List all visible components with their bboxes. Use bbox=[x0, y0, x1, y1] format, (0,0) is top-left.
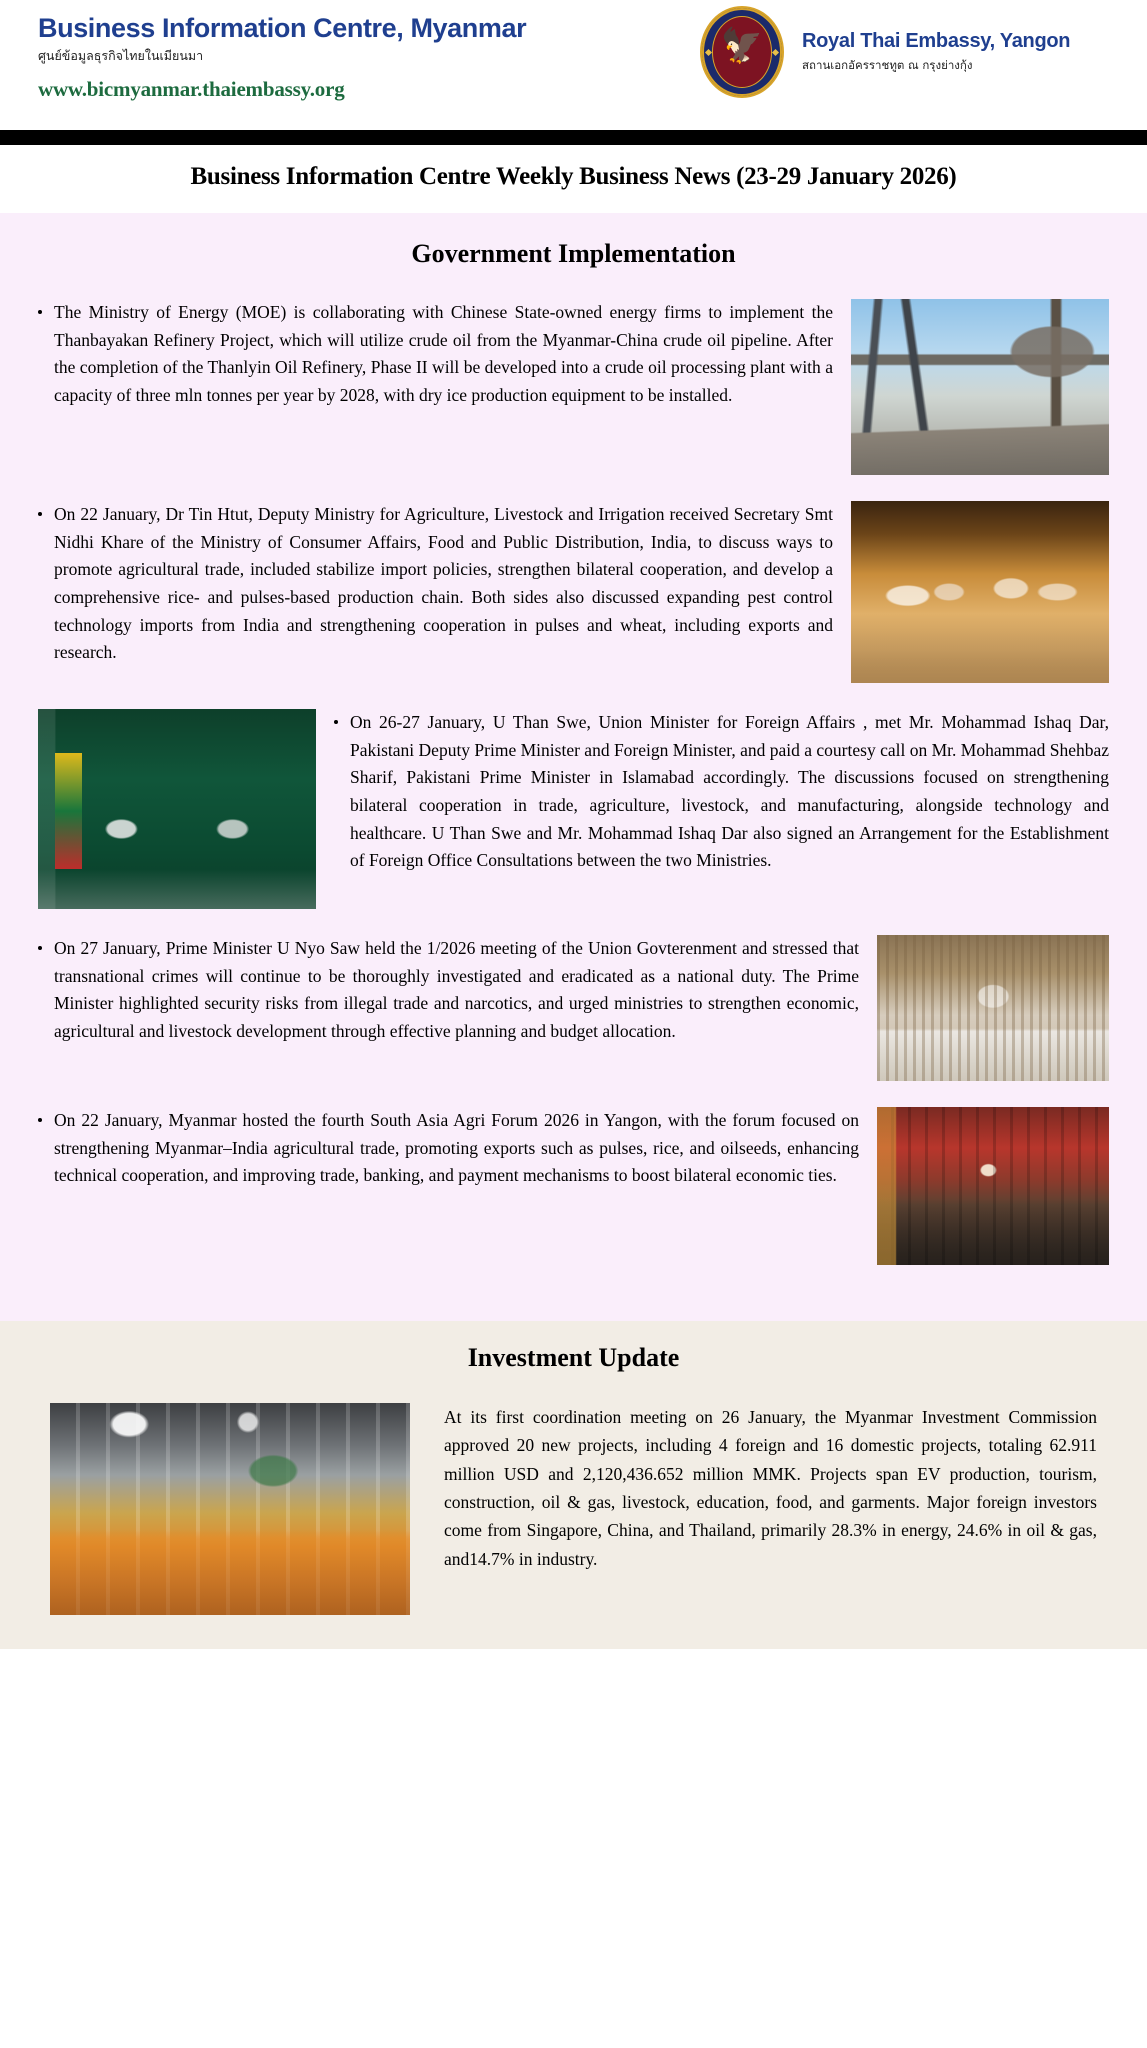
news-bullet-wrap bbox=[334, 709, 1109, 875]
investment-item bbox=[0, 1403, 1147, 1615]
header-divider-bar bbox=[0, 130, 1147, 145]
news-item bbox=[0, 709, 1147, 909]
embassy-branding-block bbox=[700, 6, 1070, 98]
news-bullet-wrap bbox=[38, 299, 833, 410]
south-asia-agri-forum-photo bbox=[877, 1107, 1109, 1265]
investment-item-text: At its first coordination meeting on 26 January, the Myanmar Investment Commission approved 20 new projects, including 4 foreign and 16 domestic projects, totaling 62.911 million USD and 2,120,436.652 million MMK. Projects span EV production, tourism, construction, oil & gas, livestock, education, food, and garments. Major foreign investors come from Singapore, China, and Thailand, primarily 28.3% in energy, 24.6% in oil & gas, and14.7% in industry. bbox=[444, 1407, 1097, 1569]
union-government-meeting-photo bbox=[877, 935, 1109, 1081]
news-item-text: On 22 January, Myanmar hosted the fourth South Asia Agri Forum 2026 in Yangon, with the forum focused on strengthening Myanmar–India agricultural trade, promoting exports such as pulses, rice, and oilseeds, enhancing technical cooperation, and improving trade, banking, and payment mechanisms to boost bilateral economic ties. bbox=[54, 1110, 859, 1186]
news-bullet-wrap bbox=[38, 501, 833, 667]
oil-refinery-plant-photo bbox=[851, 299, 1109, 475]
bullet-dot-icon bbox=[38, 512, 44, 667]
bullet-dot-icon bbox=[38, 310, 44, 410]
news-item-text: The Ministry of Energy (MOE) is collaborating with Chinese State-owned energy firms to implement the Thanbayakan Refinery Project, which will utilize crude oil from the Myanmar-China crude oil pipeline. After the completion of the Thanlyin Oil Refinery, Phase II will be developed into a crude oil processing plant with a capacity of three mln tonnes per year by 2028, with dry ice production equipment to be installed. bbox=[54, 302, 833, 405]
embassy-text-block bbox=[802, 30, 1070, 75]
bic-website-url[interactable]: www.bicmyanmar.thaiembassy.org bbox=[38, 76, 345, 101]
news-item-text: On 27 January, Prime Minister U Nyo Saw held the 1/2026 meeting of the Union Govterenment and stressed that transnational crimes will continue to be thoroughly investigated and eradicated as a national duty. The Prime Minister highlighted security risks from illegal trade and narcotics, and urged ministries to strengthen economic, agricultural and livestock development through effective planning and budget allocation. bbox=[54, 938, 859, 1041]
bilateral-meeting-room-photo bbox=[851, 501, 1109, 683]
news-item bbox=[0, 1107, 1147, 1265]
bic-thai-subtitle: ศูนย์ข้อมูลธุรกิจไทยในเมียนมา bbox=[38, 47, 204, 63]
section-government-implementation bbox=[0, 213, 1147, 1321]
news-item bbox=[0, 935, 1147, 1081]
page-title: Business Information Centre Weekly Business News (23-29 January 2026) bbox=[190, 163, 957, 190]
news-bullet-wrap bbox=[38, 1107, 859, 1190]
royal-thai-garuda-emblem-icon: 🦅 bbox=[700, 6, 784, 98]
bullet-dot-icon bbox=[334, 720, 340, 875]
section-investment-update bbox=[0, 1321, 1147, 1649]
investment-commission-meeting-photo bbox=[50, 1403, 410, 1615]
bic-title: Business Information Centre, Myanmar bbox=[38, 13, 527, 43]
news-item-text: On 22 January, Dr Tin Htut, Deputy Ministry for Agriculture, Livestock and Irrigation received Secretary Smt Nidhi Khare of the Ministry of Consumer Affairs, Food and Public Distribution, India, to discuss ways to promote agricultural trade, included stabilize import policies, strengthen bilateral cooperation, and develop a comprehensive rice- and pulses-based production chain. Both sides also discussed expanding pest control technology imports from India and strengthening cooperation in pulses and wheat, including exports and research. bbox=[54, 504, 833, 663]
news-item-text: On 26-27 January, U Than Swe, Union Minister for Foreign Affairs , met Mr. Mohammad Ishaq Dar, Pakistani Deputy Prime Minister and Foreign Minister, and paid a courtesy call on Mr. Mohammad Shehbaz Sharif, Pakistani Prime Minister in Islamabad accordingly. The discussions focused on strengthening bilateral cooperation in trade, agriculture, livestock, and manufacturing, alongside technology and healthcare. U Than Swe and Mr. Mohammad Ishaq Dar also signed an Arrangement for the Establishment of Foreign Office Consultations between the two Ministries. bbox=[350, 712, 1109, 871]
news-item bbox=[0, 299, 1147, 475]
joint-press-stakeout-photo bbox=[38, 709, 316, 909]
section-heading-government: Government Implementation bbox=[411, 239, 736, 268]
embassy-thai-subtitle: สถานเอกอัครราชทูต ณ กรุงย่างกุ้ง bbox=[802, 57, 973, 72]
section-heading-investment: Investment Update bbox=[467, 1343, 680, 1372]
news-item bbox=[0, 501, 1147, 683]
document-title-band bbox=[0, 145, 1147, 213]
bullet-dot-icon bbox=[38, 1118, 44, 1190]
bullet-dot-icon bbox=[38, 946, 44, 1046]
page-masthead bbox=[0, 0, 1147, 130]
bic-branding-block bbox=[38, 14, 658, 102]
embassy-title: Royal Thai Embassy, Yangon bbox=[802, 29, 1071, 52]
news-bullet-wrap bbox=[38, 935, 859, 1046]
